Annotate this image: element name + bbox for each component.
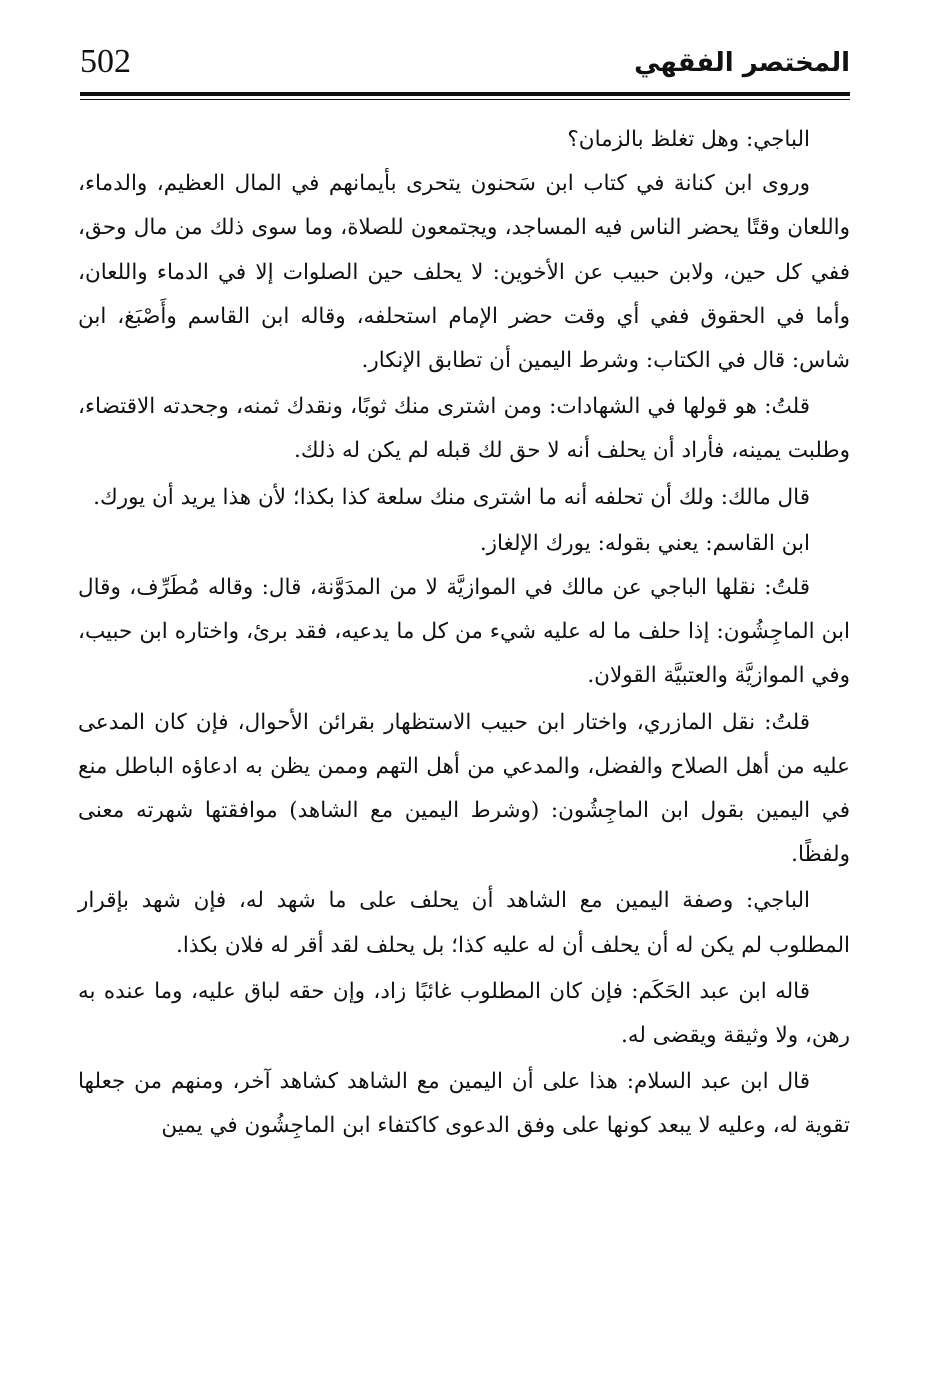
paragraph-9: قاله ابن عبد الحَكَم: فإن كان المطلوب غائبًا زاد، وإن حقه لباق عليه، وما عنده به رهن، ولا وثيقة ويقضى له. bbox=[78, 978, 850, 1049]
paragraph-3: قلتُ: هو قولها في الشهادات: ومن اشترى منك ثوبًا، ونقدك ثمنه، وجحدته الاقتضاء، وطلبت يمينه، فأراد أن يحلف أنه لا حق لك قبله لم يكن له ذلك. bbox=[78, 394, 850, 464]
paragraph-5: ابن القاسم: يعني بقوله: يورك الإلغاز. bbox=[479, 530, 810, 556]
paragraph-1: الباجي: وهل تغلظ بالزمان؟ bbox=[567, 127, 810, 152]
paragraph-2: وروى ابن كنانة في كتاب ابن سَحنون يتحرى بأيمانهم في المال العظيم، والدماء، واللعان وقتًا يحضر الناس فيه المساجد، ويجتمعون للصلاة، وما سوى ذلك من مال وحق، ففي كل حين، ولابن حبيب عن الأخوين: لا يحلف حين الصلوات إلا في الدماء واللعان، وأما في الحقوق ففي أي وقت حضر الإمام استحلفه، وقاله ابن القاسم وأَصْبَغ، ابن شاس: قال في الكتاب: وشرط اليمين أن تطابق الإنكار. bbox=[78, 171, 850, 374]
header-rule-thin bbox=[80, 99, 850, 100]
paragraph-8: الباجي: وصفة اليمين مع الشاهد أن يحلف على ما شهد له، فإن شهد بإقرار المطلوب لم يكن له أن يحلف أن له عليه كذا؛ بل يحلف لقد أقر له فلان بكذا. bbox=[78, 888, 850, 958]
text-body bbox=[78, 118, 850, 1149]
paragraph-4: قال مالك: ولك أن تحلفه أنه ما اشترى منك سلعة كذا بكذا؛ لأن هذا يريد أن يورك. bbox=[93, 484, 810, 510]
paragraph-10: قال ابن عبد السلام: هذا على أن اليمين مع الشاهد كشاهد آخر، ومنهم من جعلها تقوية له، وعليه لا يبعد كونها على وفق الدعوى كاكتفاء ابن الماجِشُون في يمين bbox=[78, 1069, 850, 1139]
page-header bbox=[80, 40, 850, 92]
header-rule-thick bbox=[80, 92, 850, 96]
paragraph-7: قلتُ: نقل المازري، واختار ابن حبيب الاستظهار بقرائن الأحوال، فإن كان المدعى عليه من أهل الصلاح والفضل، والمدعي من أهل التهم وممن يظن به ادعاؤه الباطل منع في اليمين بقول ابن الماجِشُون: (وشرط اليمين مع الشاهد) موافقتها شهرته معنى ولفظًا. bbox=[78, 709, 850, 868]
page-number: 502 bbox=[80, 43, 131, 80]
running-title: المختصر الفقهي bbox=[634, 48, 850, 78]
paragraph-6: قلتُ: نقلها الباجي عن مالك في الموازيَّة لا من المدَوَّنة، قال: وقاله مُطَرِّف، وقال ابن الماجِشُون: إذا حلف ما له عليه شيء من كل ما يدعيه، فقد برئ، واختاره ابن حبيب، وفي الموازيَّة والعتبيَّة القولان. bbox=[78, 575, 850, 689]
